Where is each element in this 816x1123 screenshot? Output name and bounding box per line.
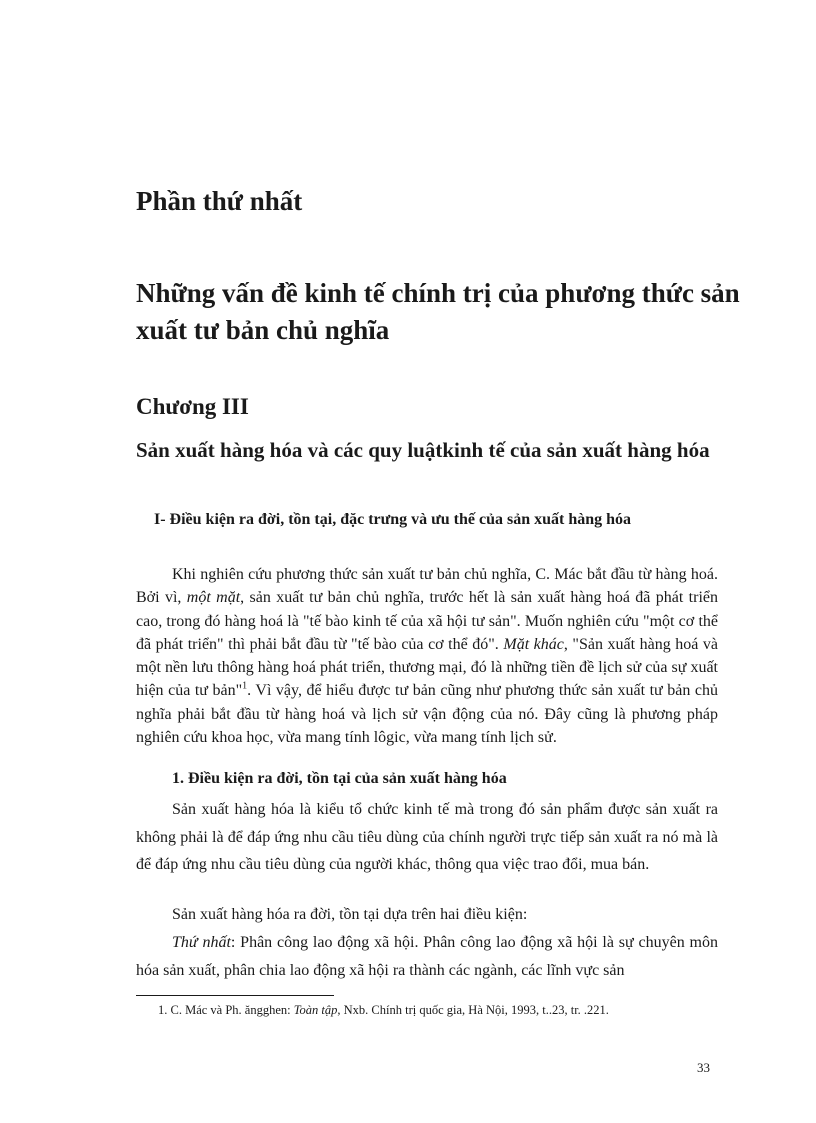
text-run: : Phân công lao động xã hội. Phân công lao động xã hội là sự chuyên môn hóa sản xuất, phân chia lao động xã hội ra thành các ngành, các lĩnh vực sản [136, 934, 718, 979]
footnote-reference: 1 [242, 681, 248, 693]
body-paragraph-first-condition [136, 929, 718, 984]
text-run: , Nxb. Chính trị quốc gia, Hà Nội, 1993, t..23, tr. .221. [337, 1003, 609, 1017]
text-run: , "Sản xuất hàng hoá và một nền lưu thông hàng hoá phát triển, thương mại, đó là những tiền đề lịch sử của sự xuất hiện của tư bản" [136, 635, 718, 700]
text-run: 1. C. Mác và Ph. ăngghen: [158, 1003, 294, 1017]
body-paragraph-intro [136, 563, 718, 749]
text-run: . Vì vậy, để hiểu được tư bản cũng như phương thức sản xuất tư bản chủ nghĩa phải bắt đầu từ hàng hoá và lịch sử vận động của nó. Đây cũng là phương pháp nghiên cứu khoa học, vừa mang tính lôgic, vừa mang tính lịch sử. [136, 682, 719, 747]
emphasis-text: Toàn tập [293, 1003, 338, 1017]
body-paragraph-conditions: Sản xuất hàng hóa ra đời, tồn tại dựa trên hai điều kiện: [172, 906, 528, 923]
chapter-subtitle: Sản xuất hàng hóa và các quy luậtkinh tế của sản xuất hàng hóa [136, 438, 710, 462]
body-paragraph-definition: Sản xuất hàng hóa là kiểu tổ chức kinh tế mà trong đó sản phẩm được sản xuất ra không phải là để đáp ứng nhu cầu tiêu dùng của chính người trực tiếp sản xuất ra nó mà là để đáp ứng nhu cầu tiêu dùng của người khác, thông qua việc trao đổi, mua bán. [136, 801, 718, 874]
emphasis-text: một mặt [186, 589, 241, 607]
chapter-title: Chương III [136, 394, 249, 419]
section-heading: I- Điều kiện ra đời, tồn tại, đặc trưng và ưu thế của sản xuất hàng hóa [154, 511, 632, 528]
book-title: Những vấn đề kinh tế chính trị của phương thức sản xuất tư bản chủ nghĩa [136, 278, 740, 345]
text-run: , sản xuất tư bản chủ nghĩa, trước hết là sản xuất hàng hoá đã phát triển cao, trong đó hàng hoá là "tế bào kinh tế của xã hội tư sản". Muốn nghiên cứu "một cơ thể đã phát triển" thì phải bắt đầu từ "tế bào của cơ thể đó". [136, 589, 719, 653]
emphasis-text: Thứ nhất [172, 934, 231, 951]
subsection-heading: 1. Điều kiện ra đời, tồn tại của sản xuất hàng hóa [172, 770, 507, 787]
footnote [158, 1003, 609, 1018]
page-number: 33 [697, 1060, 710, 1075]
emphasis-text: Mặt khác [503, 635, 564, 653]
footnote-divider [136, 995, 334, 996]
part-title: Phần thứ nhất [136, 186, 303, 216]
text-run: Khi nghiên cứu phương thức sản xuất tư bản chủ nghĩa, C. Mác bắt đầu từ hàng hoá. Bởi vì, [136, 566, 718, 607]
